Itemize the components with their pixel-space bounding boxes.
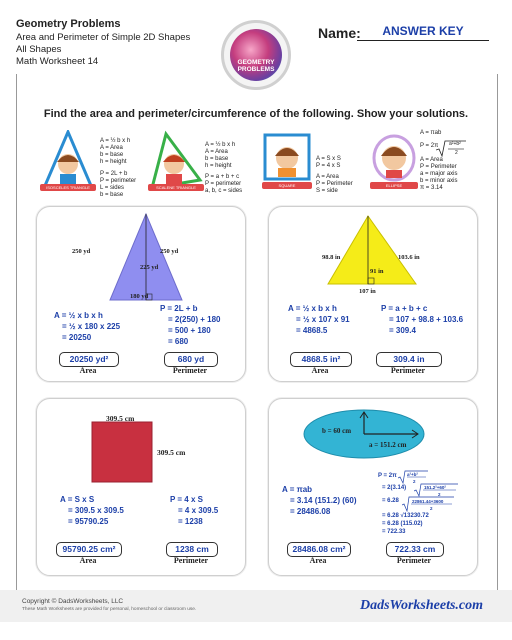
square-figure — [36, 398, 244, 498]
perimeter-answer-1[interactable]: 680 yd — [164, 352, 218, 367]
perimeter-answer-2[interactable]: 309.4 in — [376, 352, 442, 367]
worksheet-topic: All Shapes — [16, 44, 62, 55]
worksheet-number: Math Worksheet 14 — [16, 56, 99, 67]
dim-right-3: 309.5 cm — [157, 448, 186, 457]
dim-base-1: 180 yd — [130, 293, 149, 300]
perimeter-label-1: Perimeter — [172, 366, 208, 375]
dim-base-2: 107 in — [359, 288, 376, 295]
scalene-character-icon — [148, 130, 204, 192]
area-label-3: Area — [79, 556, 97, 565]
logo-text-line1: GEOMETRY — [237, 59, 275, 66]
footer-copyright: Copyright © DadsWorksheets, LLC — [22, 598, 124, 605]
dim-height-1: 225 yd — [140, 264, 159, 271]
instructions: Find the area and perimeter/circumference of the following. Show your solutions. — [43, 108, 469, 120]
dadsworksheets-logo[interactable]: DadsWorksheets.com — [360, 598, 484, 613]
area-answer-3[interactable]: 95790.25 cm² — [56, 542, 122, 557]
area-answer-4[interactable]: 28486.08 cm² — [287, 542, 351, 557]
legend-square: A = S x S P = 4 x S A = Area P = Perimeter S = side — [316, 156, 353, 194]
name-underline — [357, 40, 489, 41]
dim-a-4: a = 151.2 cm — [369, 441, 407, 449]
ribbon-scalene: SCALENE TRIANGLE — [148, 184, 204, 191]
square-character-icon — [262, 130, 312, 188]
dim-left-1: 250 yd — [72, 248, 91, 255]
ellipse-character-icon — [370, 132, 418, 188]
worksheet-subtitle: Area and Perimeter of Simple 2D Shapes — [16, 32, 191, 43]
area-answer-2[interactable]: 4868.5 in² — [290, 352, 352, 367]
perimeter-solution-3: P = 4 x S = 4 x 309.5 = 1238 — [170, 495, 219, 526]
area-solution-1: A = ½ x b x h = ½ x 180 x 225 = 20250 — [54, 311, 121, 342]
area-solution-4: A = πab = 3.14 (151.2) (60) = 28486.08 — [282, 485, 357, 516]
perimeter-label-2: Perimeter — [390, 366, 426, 375]
worksheet-title: Geometry Problems — [16, 18, 121, 30]
area-solution-3: A = S x S = 309.5 x 309.5 = 95790.25 — [60, 495, 124, 526]
dim-top-3: 309.5 cm — [106, 414, 135, 423]
perimeter-solution-4: P = 2π a²+b² 2 = 2(3.14) 151.2²+60² 2 = 6.28 22861.44+3600 2 = 6.28 √13230.72 = 6.28 (115.02) = 722.33 — [378, 472, 474, 536]
area-label-4: Area — [309, 556, 327, 565]
legend-ellipse: A = πab P = 2π a²+b² 2 A = Area P = Perimeter a = major axis b = minor axis π = 3.14 — [420, 130, 458, 192]
legend-isosceles: A = ½ b x h A = Area b = base h = height P = 2L + b P = perimeter L = sides b = base — [100, 138, 137, 198]
answer-key-text: ANSWER KEY — [382, 24, 464, 38]
dim-b-4: b = 60 cm — [322, 427, 352, 435]
scalene-triangle-figure — [268, 206, 476, 316]
area-label-2: Area — [311, 366, 329, 375]
footer-note: These Math Worksheets are provided for personal, homeschool or classroom use. — [22, 607, 197, 612]
dim-height-2: 91 in — [370, 268, 384, 275]
area-solution-2: A = ½ x b x h = ½ x 107 x 91 = 4868.5 — [288, 304, 350, 335]
isosceles-character-icon — [40, 130, 96, 192]
area-answer-1[interactable]: 20250 yd² — [59, 352, 119, 367]
perimeter-answer-3[interactable]: 1238 cm — [166, 542, 218, 557]
perimeter-label-4: Perimeter — [396, 556, 432, 565]
perimeter-label-3: Perimeter — [173, 556, 209, 565]
logo-text-line2: PROBLEMS — [237, 66, 275, 73]
legend-scalene: A = ½ b x h A = Area b = base h = height P = a + b + c P = perimeter a, b, c = sides — [205, 142, 243, 194]
perimeter-answer-4[interactable]: 722.33 cm — [386, 542, 444, 557]
area-label-1: Area — [79, 366, 97, 375]
ribbon-isosceles: ISOSCELES TRIANGLE — [40, 184, 96, 191]
dim-right-1: 250 yd — [160, 248, 179, 255]
perimeter-solution-1: P = 2L + b = 2(250) + 180 = 500 + 180 = 680 — [160, 304, 221, 346]
ellipse-figure — [268, 398, 476, 468]
ribbon-square: SQUARE — [262, 182, 312, 189]
dim-left-2: 98.8 in — [322, 254, 341, 261]
ribbon-ellipse: ELLIPSE — [370, 182, 418, 189]
name-label: Name: — [318, 25, 361, 41]
perimeter-solution-2: P = a + b + c = 107 + 98.8 + 103.6 = 309.4 — [381, 304, 464, 335]
dim-right-2: 103.6 in — [398, 254, 420, 261]
